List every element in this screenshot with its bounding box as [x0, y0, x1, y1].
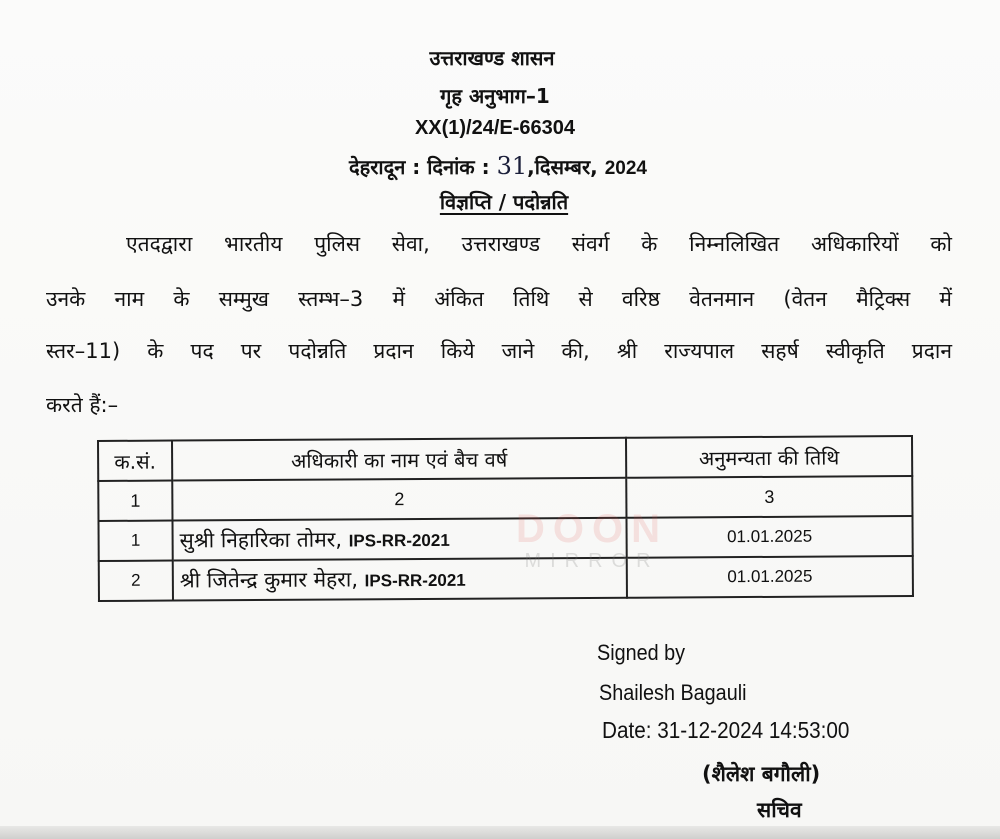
header-serial: क.सं.: [98, 441, 172, 481]
body-line-4: करते हैं:–: [46, 393, 119, 417]
body-line-2: उनके नाम के सम्मुख स्तम्भ–3 में अंकित तिथि से वरिष्ठ वेतनमान (वेतन मैट्रिक्स में: [46, 287, 952, 311]
page-bottom-edge: [0, 826, 1000, 839]
handwritten-day: 31: [496, 152, 528, 180]
date-year: 2024: [604, 158, 648, 179]
officer-name: सुश्री निहारिका तोमर,: [179, 527, 349, 553]
table-row: [98, 516, 912, 561]
watermark-line-2: MIRROR: [524, 550, 660, 572]
column-number: 1: [98, 481, 172, 521]
government-heading: उत्तराखण्ड शासन: [429, 46, 555, 70]
watermark-line-1: DOON: [516, 507, 668, 551]
place-date-line: [0, 152, 998, 180]
body-line-3: स्तर–11) के पद पर पदोन्नति प्रदान किये जाने की, श्री राज्यपाल सहर्ष स्वीकृति प्रदान: [46, 339, 952, 363]
column-number: 2: [172, 478, 626, 521]
department-heading: गृह अनुभाग–1: [440, 84, 550, 108]
promotion-table: [97, 435, 914, 602]
subject-text: विज्ञप्ति / पदोन्नति: [439, 190, 569, 214]
place-date-prefix: देहरादून : दिनांक :: [348, 155, 497, 179]
subject-heading: [4, 188, 1000, 215]
row-serial: 2: [99, 561, 173, 601]
signer-name: Shailesh Bagauli: [599, 680, 747, 705]
column-number-row: [98, 476, 912, 521]
officer-batch: IPS-RR-2021: [364, 570, 466, 591]
row-officer: [173, 558, 627, 601]
row-date: 01.01.2025: [626, 516, 912, 558]
signature-date: Date: 31-12-2024 14:53:00: [602, 717, 850, 743]
table-header-row: [98, 436, 912, 481]
column-number: 3: [626, 476, 912, 518]
signer-designation: सचिव: [757, 798, 802, 822]
reference-number: XX(1)/24/E-66304: [414, 117, 576, 139]
date-month: ,दिसम्बर,: [527, 155, 605, 179]
body-line-1: एतदद्वारा भारतीय पुलिस सेवा, उत्तराखण्ड संवर्ग के निम्नलिखित अधिकारियों को: [126, 232, 952, 256]
header-date: अनुमन्यता की तिथि: [626, 436, 912, 478]
row-serial: 1: [98, 521, 172, 561]
officer-batch: IPS-RR-2021: [348, 530, 450, 551]
officer-name: श्री जितेन्द्र कुमार मेहरा,: [179, 567, 365, 593]
header-officer-name: अधिकारी का नाम एवं बैच वर्ष: [172, 438, 626, 481]
signer-hindi-name: (शैलेश बगौली): [702, 762, 821, 786]
row-officer: [172, 518, 626, 561]
table-row: [99, 556, 913, 601]
signed-by-label: Signed by: [597, 640, 686, 665]
row-date: 01.01.2025: [627, 556, 913, 598]
